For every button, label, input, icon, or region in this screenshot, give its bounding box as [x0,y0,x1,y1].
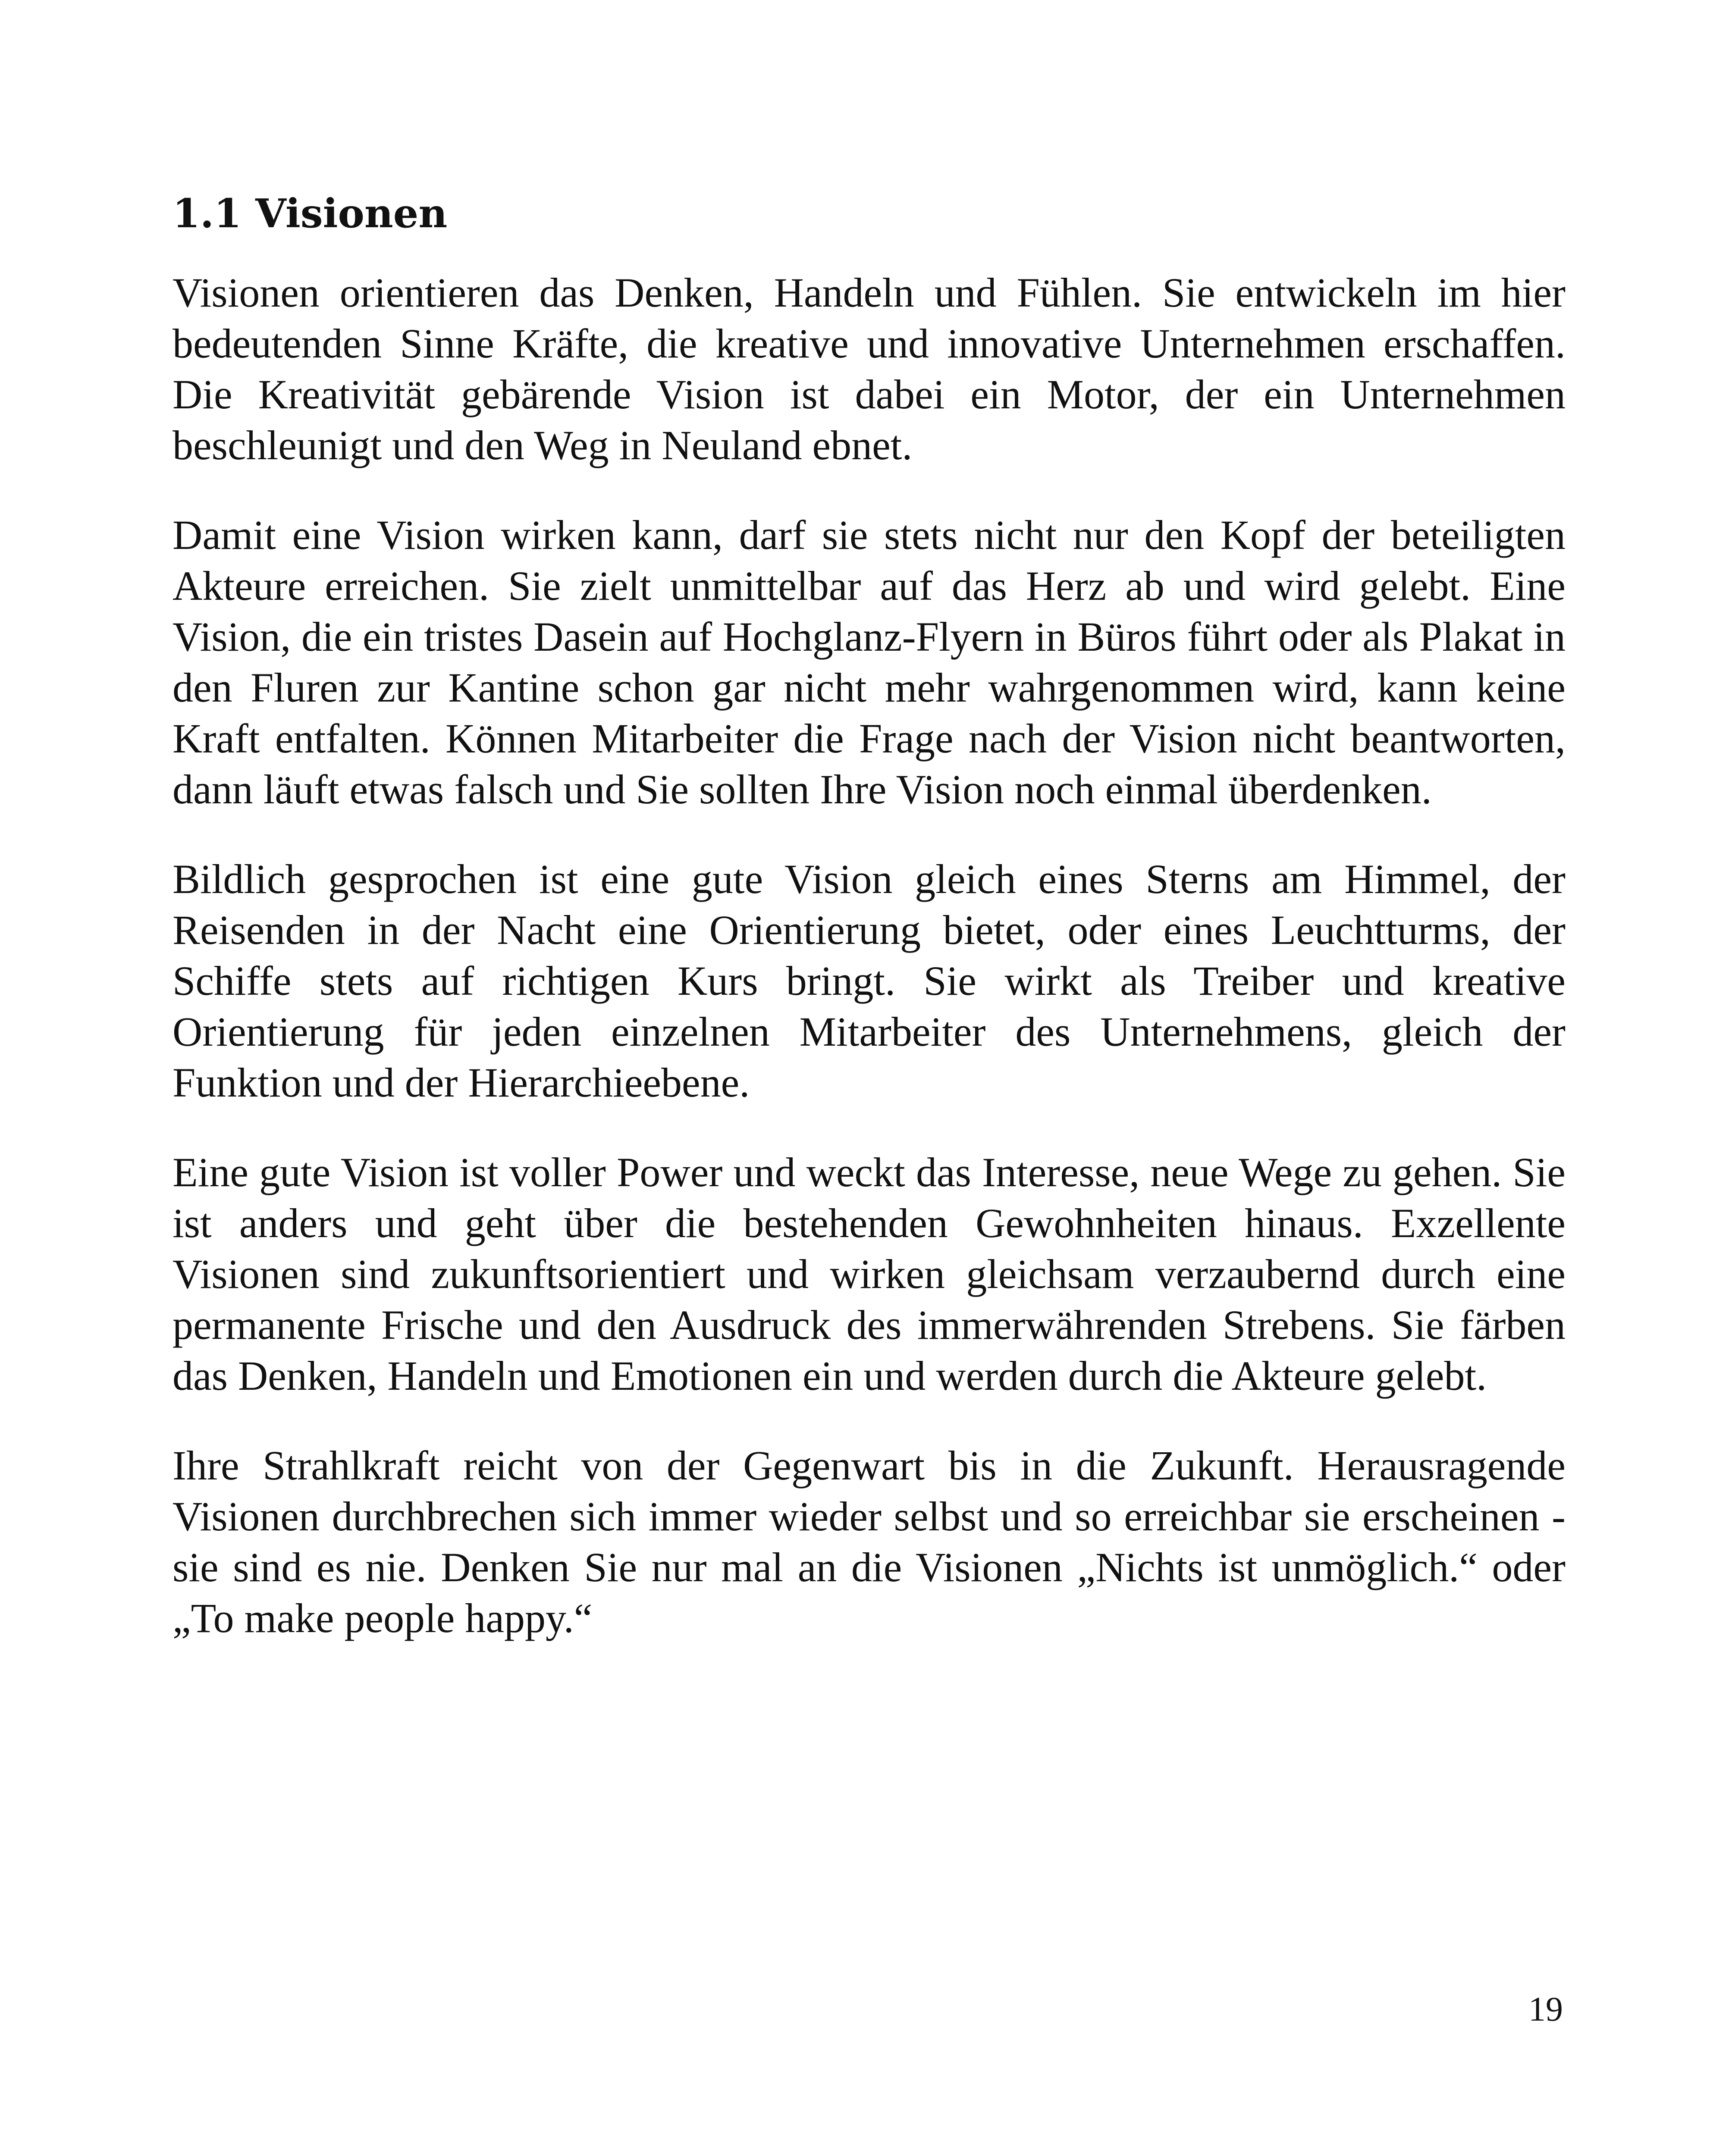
paragraph-3: Bildlich gesprochen ist eine gute Vision gleich eines Sterns am Himmel, der Reisenden in der Nacht eine Orientierung bietet, oder eines Leuchtturms, der Schiffe stets auf richtigen Kurs bringt. Sie wirkt als Treiber und kreative Orientierung für jeden einzelnen Mitarbeiter des Unternehmens, gleich der Funktion und der Hierarchieebene. [173,856,1566,1106]
page-content [173,181,1566,1683]
paragraph-1: Visionen orientieren das Denken, Handeln und Fühlen. Sie entwickeln im hier bedeutenden Sinne Kräfte, die kreative und innovative Unternehmen erschaffen. Die Kreativität gebärende Vision ist dabei ein Motor, der ein Unternehmen beschleunigt und den Weg in Neuland ebnet. [173,270,1566,468]
page-number: 19 [1528,1990,1563,2028]
section-heading: 1.1 Visionen [173,190,448,237]
paragraph-2: Damit eine Vision wirken kann, darf sie stets nicht nur den Kopf der beteiligten Akteure erreichen. Sie zielt unmittelbar auf das Herz ab und wird gelebt. Eine Vision, die ein tristes Dasein auf Hochglanz-Flyern in Büros führt oder als Plakat in den Fluren zur Kantine schon gar nicht mehr wahrgenommen wird, kann keine Kraft entfalten. Können Mitarbeiter die Frage nach der Vision nicht beantworten, dann läuft etwas falsch und Sie sollten Ihre Vision noch einmal überdenken. [173,512,1566,812]
paragraph-4: Eine gute Vision ist voller Power und weckt das Interesse, neue Wege zu gehen. Sie ist anders und geht über die bestehenden Gewohnheiten hinaus. Exzellente Visionen sind zukunftsorientiert und wirken gleichsam verzaubernd durch eine permanente Frische und den Ausdruck des immerwährenden Strebens. Sie färben das Denken, Handeln und Emotionen ein und werden durch die Akteure gelebt. [173,1149,1566,1399]
paragraph-5: Ihre Strahlkraft reicht von der Gegenwart bis in die Zukunft. Herausragende Visionen durchbrechen sich immer wieder selbst und so erreichbar sie erscheinen - sie sind es nie. Denken Sie nur mal an die Visionen „Nichts ist unmöglich.“ oder „To make people happy.“ [173,1442,1566,1641]
